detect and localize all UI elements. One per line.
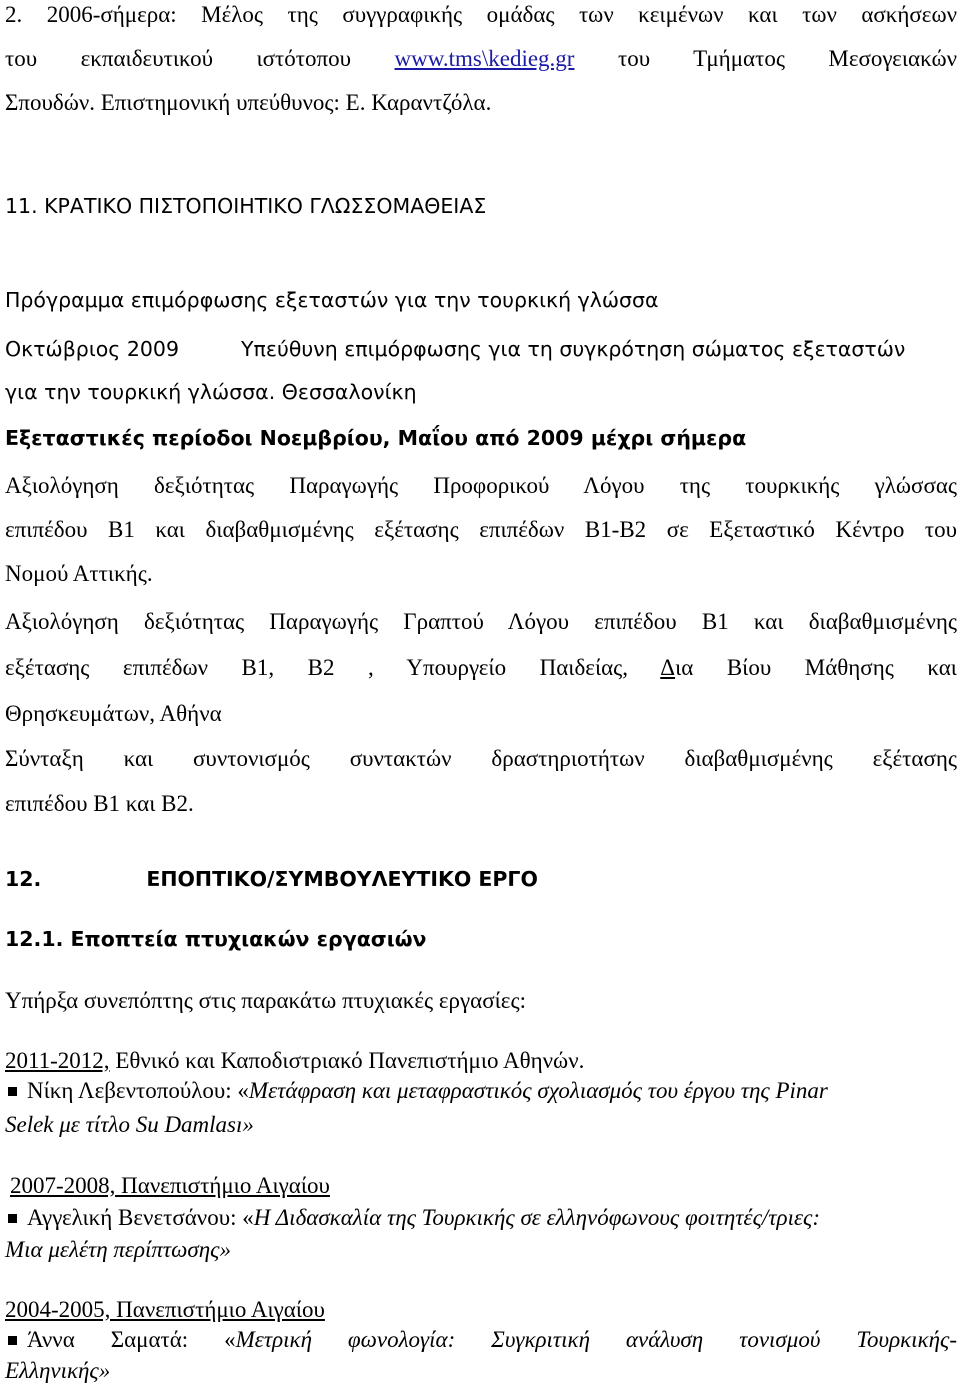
section-12-number: 12. bbox=[5, 867, 42, 891]
entry-1-line1 bbox=[5, 1078, 828, 1104]
entry-2-heading: 2007-2008, Πανεπιστήμιο Αιγαίου bbox=[10, 1173, 330, 1198]
october-text: Υπεύθυνη επιμόρφωσης για τη συγκρότηση σώματος εξεταστών bbox=[241, 337, 906, 361]
entry-2-author: Αγγελική Βενετσάνου: « bbox=[27, 1205, 254, 1230]
paragraph-2-line2 bbox=[5, 655, 957, 681]
section-12-heading bbox=[5, 867, 538, 891]
entry-3-author: Άννα Σαματά: « bbox=[27, 1327, 236, 1352]
section-12-title: ΕΠΟΠΤΙΚΟ/ΣΥΜΒΟΥΛΕΥΤΙΚΟ ΕΡΓΟ bbox=[146, 867, 538, 891]
paragraph-2-line3: Θρησκευμάτων, Αθήνα bbox=[5, 701, 222, 726]
entry-1-title-cont: Selek με τίτλο Su Damlası» bbox=[5, 1112, 254, 1137]
entry-1-author: Νίκη Λεβεντοπούλου: « bbox=[27, 1078, 249, 1103]
paragraph-1-line3: Νομού Αττικής. bbox=[5, 561, 153, 586]
bullet-icon bbox=[8, 1336, 17, 1345]
list-item-2-line1: 2. 2006-σήμερα: Μέλος της συγγραφικής ομάδας των κειμένων και των ασκήσεων bbox=[5, 2, 957, 27]
paragraph-1-line2: επιπέδου Β1 και διαβαθμισμένης εξέτασης επιπέδων Β1-Β2 σε Εξεταστικό Κέντρο του bbox=[5, 517, 957, 542]
text: του εκπαιδευτικού ιστότοπου bbox=[5, 46, 395, 71]
entry-3-title: Μετρική φωνολογία: Συγκριτική ανάλυση τονισμού Τουρκικής- bbox=[235, 1327, 957, 1352]
entry-1-years: 2011-2012, bbox=[5, 1048, 110, 1073]
october-line2: για την τουρκική γλώσσα. Θεσσαλονίκη bbox=[5, 380, 417, 404]
entry-3-heading: 2004-2005, Πανεπιστήμιο Αιγαίου bbox=[5, 1297, 325, 1322]
paragraph-2-line1: Αξιολόγηση δεξιότητας Παραγωγής Γραπτού Λόγου επιπέδου Β1 και διαβαθμισμένης bbox=[5, 609, 957, 634]
entry-2-line2 bbox=[5, 1237, 231, 1263]
section-12-1-heading: 12.1. Εποπτεία πτυχιακών εργασιών bbox=[5, 927, 427, 951]
section-11-heading: 11. ΚΡΑΤΙΚΟ ΠΙΣΤΟΠΟΙΗΤΙΚΟ ΓΛΩΣΣΟΜΑΘΕΙΑΣ bbox=[5, 194, 487, 218]
entry-2-title: Η Διδασκαλία της Τουρκικής σε ελληνόφωνους φοιτητές/τριες: bbox=[253, 1205, 821, 1230]
paragraph-3-line2: επιπέδου Β1 και Β2. bbox=[5, 791, 194, 816]
entry-1-title: Μετάφραση και μεταφραστικός σχολιασμός του έργου της Pinar bbox=[248, 1078, 828, 1103]
text: εξέτασης επιπέδων Β1, Β2 , Υπουργείο Παιδείας, bbox=[5, 655, 661, 680]
paragraph-1-line1: Αξιολόγηση δεξιότητας Παραγωγής Προφορικού Λόγου της τουρκικής γλώσσας bbox=[5, 473, 957, 498]
program-title: Πρόγραμμα επιμόρφωσης εξεταστών για την τουρκική γλώσσα bbox=[5, 288, 659, 312]
entry-3-line2 bbox=[5, 1358, 110, 1384]
entry-1-line2 bbox=[5, 1112, 254, 1138]
supervision-intro: Υπήρξα συνεπόπτης στις παρακάτω πτυχιακές εργασίες: bbox=[5, 988, 526, 1013]
entry-3-line1 bbox=[5, 1327, 957, 1353]
list-item-2-line3: Σπουδών. Επιστημονική υπεύθυνος: Ε. Καραντζόλα. bbox=[5, 90, 492, 115]
entry-3-title-cont: Ελληνικής» bbox=[5, 1358, 111, 1383]
bullet-icon bbox=[8, 1214, 17, 1223]
text: του Τμήματος Μεσογειακών bbox=[574, 46, 957, 71]
text: Δ bbox=[660, 655, 676, 680]
list-item-2-line2 bbox=[5, 46, 957, 72]
entry-1-institution: Εθνικό και Καποδιστριακό Πανεπιστήμιο Αθηνών. bbox=[109, 1048, 585, 1073]
entry-2-line1 bbox=[5, 1205, 820, 1231]
october-date: Οκτώβριος 2009 bbox=[5, 337, 180, 361]
bullet-icon bbox=[8, 1087, 17, 1096]
entry-2-title-cont: Μια μελέτη περίπτωσης» bbox=[5, 1237, 231, 1262]
website-link[interactable]: www.tms\kedieg.gr bbox=[394, 46, 575, 71]
entry-1-heading bbox=[5, 1048, 584, 1074]
october-line bbox=[5, 337, 905, 361]
exam-periods-heading: Εξεταστικές περίοδοι Νοεμβρίου, Μαΐου από 2009 μέχρι σήμερα bbox=[5, 426, 747, 450]
text: ια Βίου Μάθησης και bbox=[675, 655, 957, 680]
paragraph-3-line1: Σύνταξη και συντονισμός συντακτών δραστηριοτήτων διαβαθμισμένης εξέτασης bbox=[5, 746, 957, 771]
